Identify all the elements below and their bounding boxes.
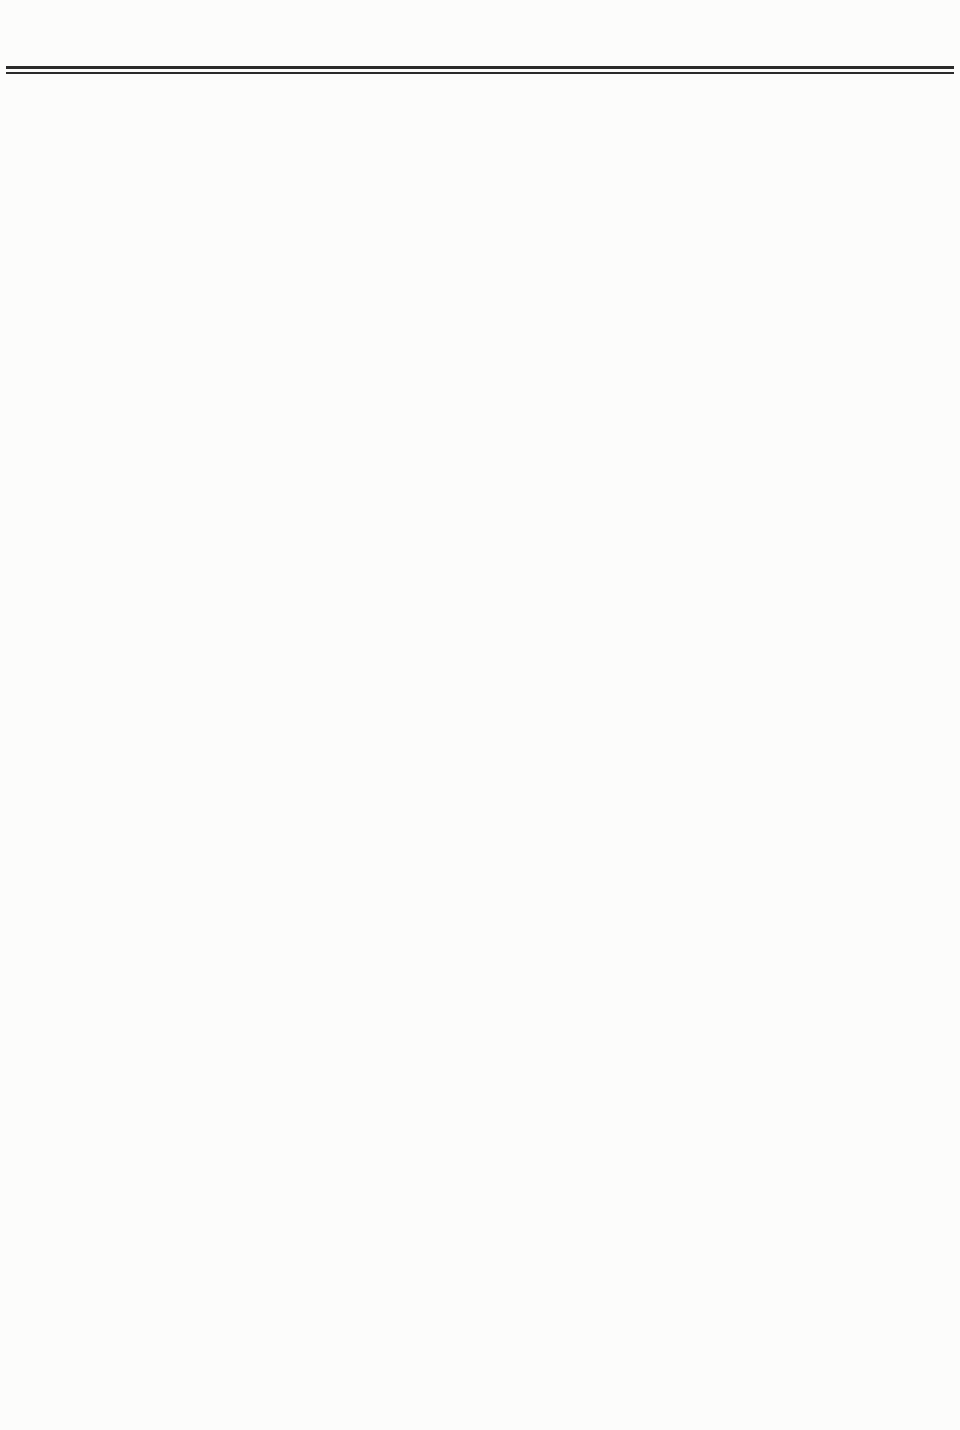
verses-section bbox=[0, 10, 960, 36]
footnotes-section bbox=[0, 74, 960, 89]
page-header bbox=[0, 0, 960, 10]
footnote-divider-rule bbox=[6, 66, 954, 74]
